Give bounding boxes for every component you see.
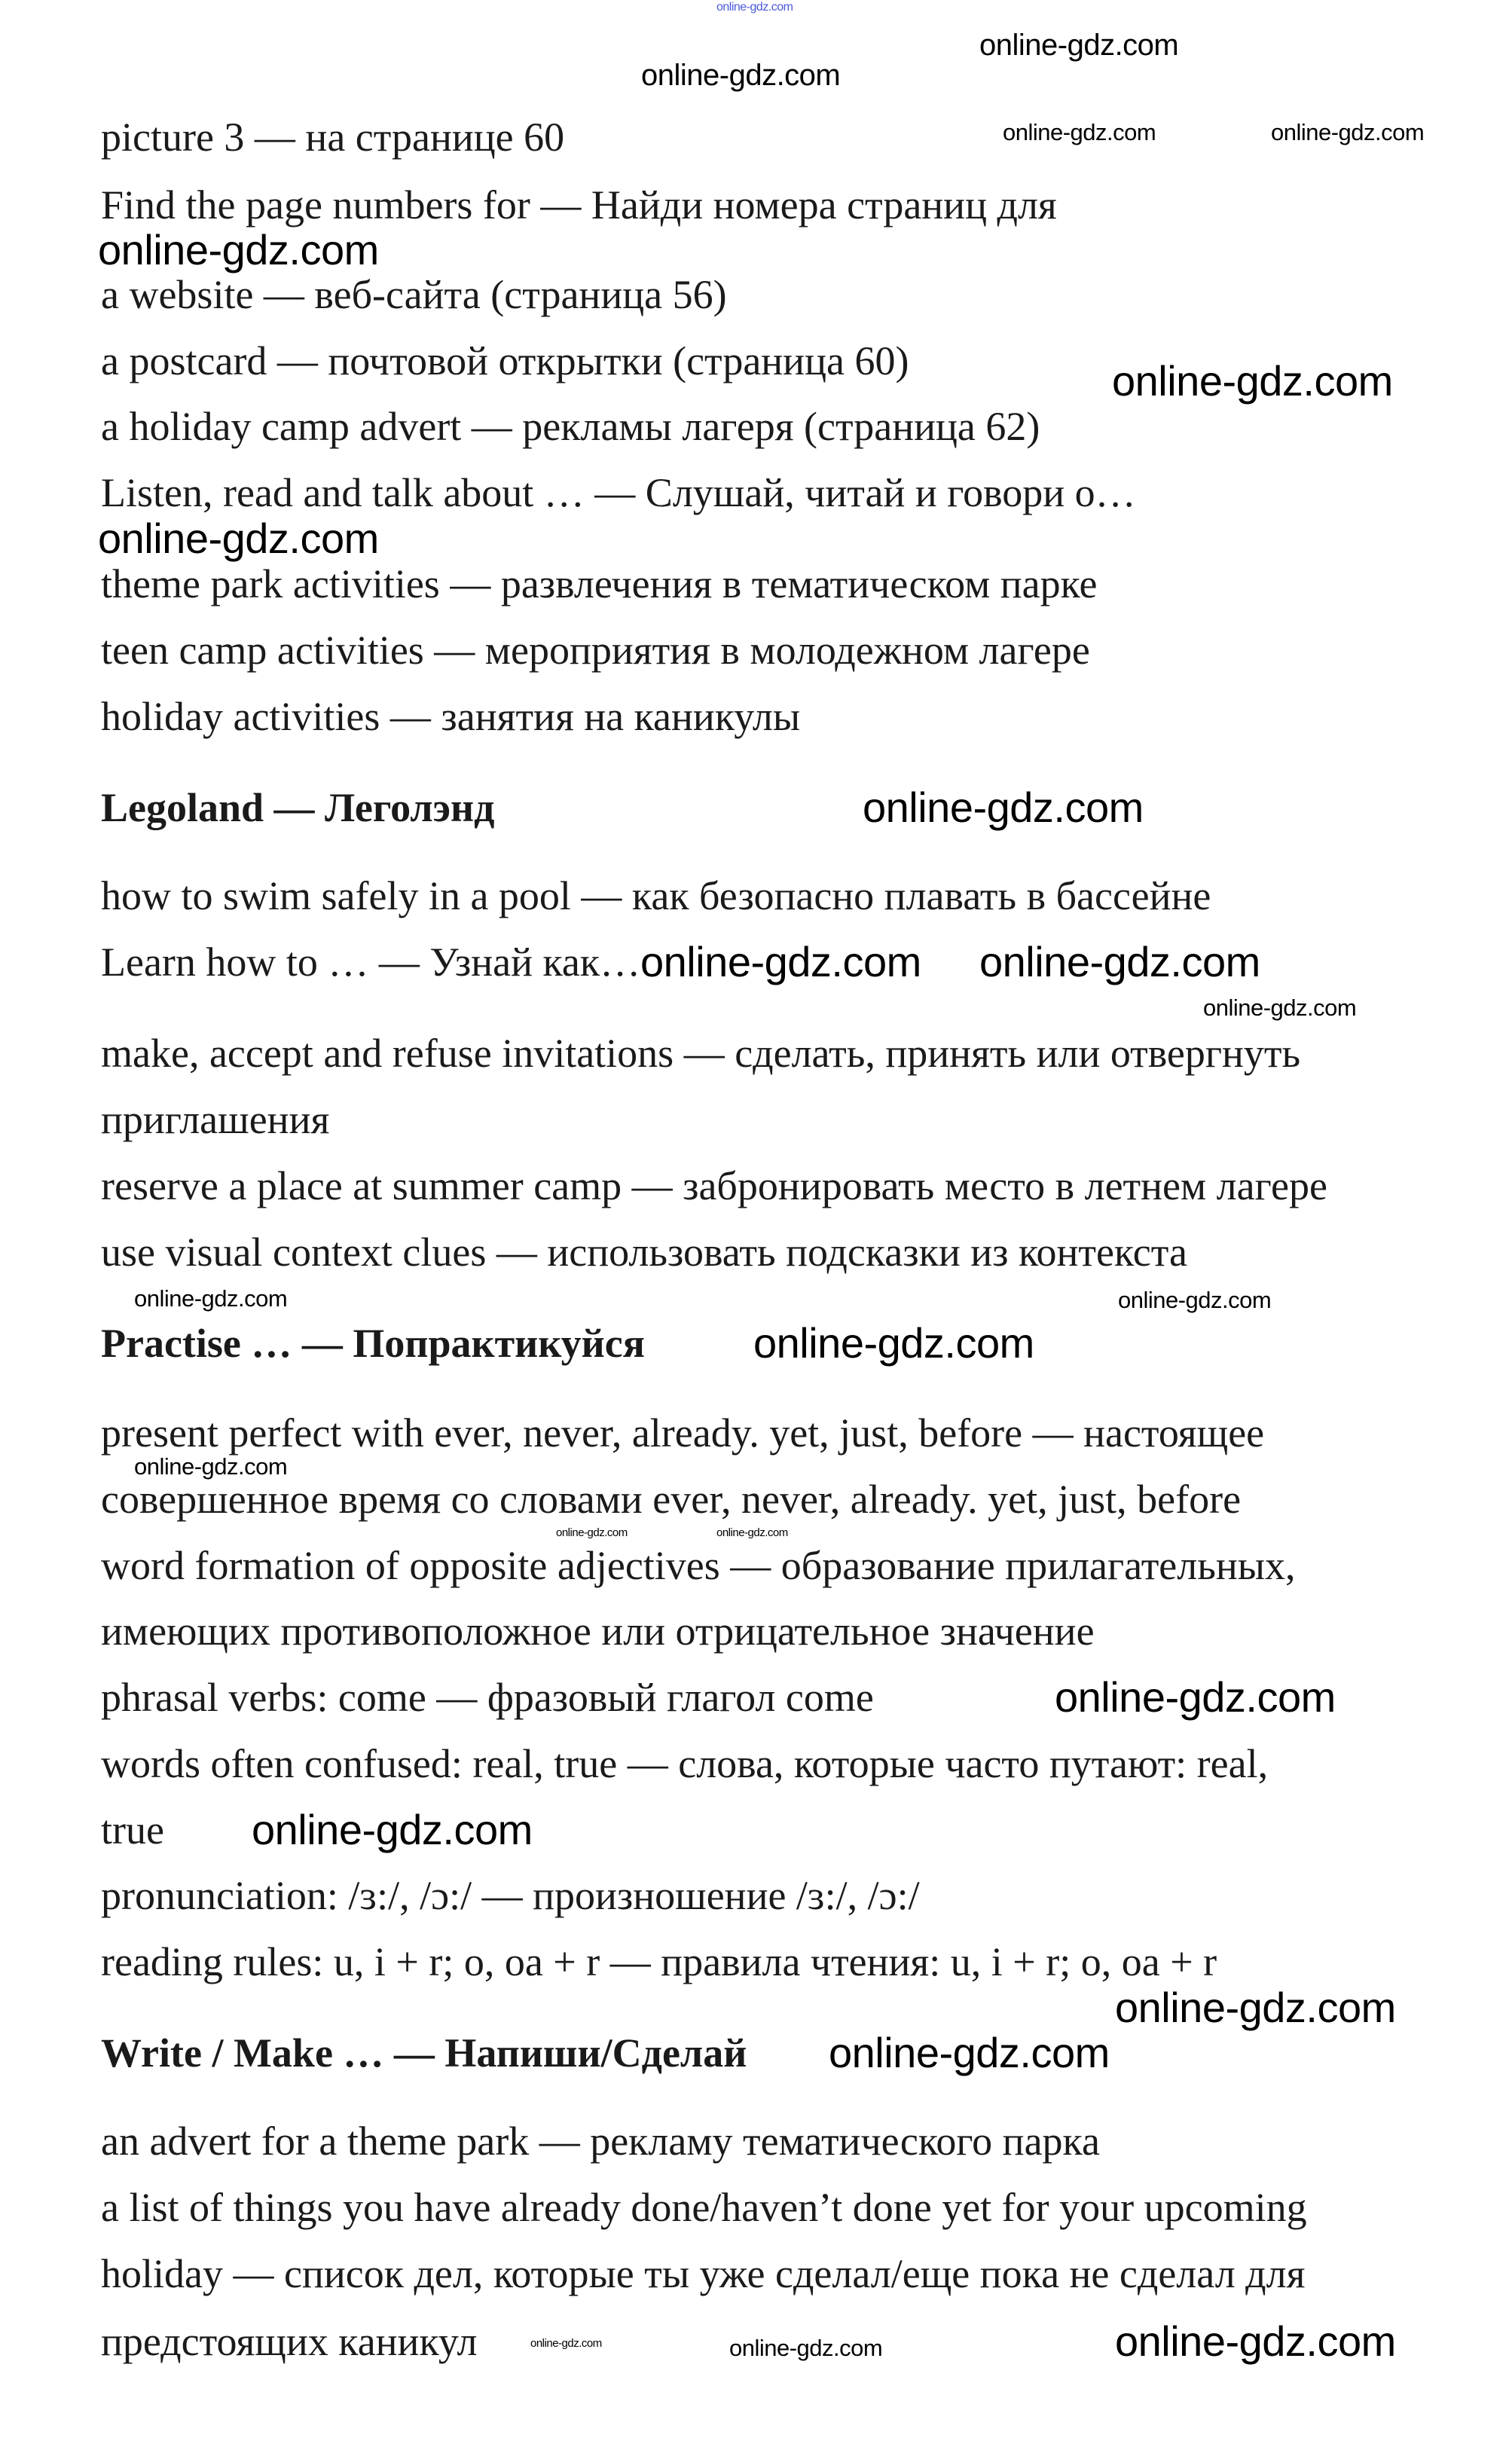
- document-line: предстоящих каникул: [101, 2319, 478, 2364]
- document-line: true: [101, 1807, 164, 1853]
- watermark: online-gdz.com: [1112, 357, 1393, 405]
- document-line: teen camp activities — мероприятия в молодежном лагере: [101, 628, 1090, 673]
- section-heading-practise: Practise … — Попрактикуйся: [101, 1321, 645, 1366]
- watermark: online-gdz.com: [1203, 994, 1357, 1021]
- document-line: Find the page numbers for — Найди номера страниц для: [101, 182, 1057, 228]
- document-line: how to swim safely in a pool — как безопасно плавать в бассейне: [101, 873, 1211, 918]
- watermark: online-gdz.com: [1055, 1673, 1336, 1721]
- watermark: online-gdz.com: [1003, 119, 1156, 145]
- watermark: online-gdz.com: [979, 29, 1179, 62]
- watermark: online-gdz.com: [98, 515, 379, 562]
- document-line: words often confused: real, true — слова, которые часто путают: real,: [101, 1741, 1269, 1786]
- document-line: theme park activities — развлечения в тематическом парке: [101, 561, 1098, 606]
- watermark: online-gdz.com: [1115, 1984, 1396, 2031]
- watermark: online-gdz.com: [530, 2337, 602, 2350]
- section-heading-legoland: Legoland — Леголэнд: [101, 785, 495, 830]
- watermark: online-gdz.com: [1118, 1287, 1272, 1313]
- watermark: online-gdz.com: [1271, 119, 1425, 145]
- watermark: online-gdz.com: [1115, 2317, 1396, 2365]
- watermark: online-gdz.com: [98, 226, 379, 273]
- document-line: a website — веб-сайта (страница 56): [101, 272, 727, 317]
- watermark: online-gdz.com: [979, 938, 1260, 985]
- watermark: online-gdz.com: [863, 784, 1144, 831]
- document-line: Learn how to … — Узнай как…: [101, 939, 641, 985]
- document-line: pronunciation: /ɜ:/, /ɔ:/ — произношение /ɜ:/, /ɔ:/: [101, 1873, 920, 1918]
- watermark: online-gdz.com: [753, 1319, 1034, 1367]
- document-line: picture 3 — на странице 60: [101, 115, 565, 160]
- watermark: online-gdz.com: [134, 1285, 288, 1312]
- watermark: online-gdz.com: [134, 1453, 288, 1480]
- watermark: online-gdz.com: [556, 1526, 628, 1539]
- document-line: a postcard — почтовой открытки (страница 60): [101, 338, 909, 383]
- watermark: online-gdz.com: [641, 59, 841, 92]
- document-line: имеющих противоположное или отрицательное значение: [101, 1608, 1095, 1654]
- document-line: present perfect with ever, never, already. yet, just, before — настоящее: [101, 1410, 1265, 1456]
- document-line: reserve a place at summer camp — забронировать место в летнем лагере: [101, 1163, 1327, 1208]
- document-line: phrasal verbs: come — фразовый глагол come: [101, 1675, 874, 1720]
- document-line: an advert for a theme park — рекламу тематического парка: [101, 2119, 1100, 2164]
- document-line: a holiday camp advert — рекламы лагеря (страница 62): [101, 404, 1040, 449]
- document-line: word formation of opposite adjectives — образование прилагательных,: [101, 1543, 1296, 1588]
- document-line: приглашения: [101, 1097, 330, 1142]
- document-line: holiday activities — занятия на каникулы: [101, 694, 801, 739]
- document-line: совершенное время со словами ever, never, already. yet, just, before: [101, 1477, 1242, 1522]
- document-line: make, accept and refuse invitations — сделать, принять или отвергнуть: [101, 1031, 1301, 1076]
- watermark: online-gdz.com: [829, 2029, 1110, 2076]
- document-line: holiday — список дел, которые ты уже сделал/еще пока не сделал для: [101, 2251, 1306, 2296]
- watermark: online-gdz.com: [716, 1526, 788, 1539]
- document-line: a list of things you have already done/haven’t done yet for your upcoming: [101, 2185, 1307, 2230]
- document-line: use visual context clues — использовать подсказки из контекста: [101, 1230, 1187, 1275]
- site-link-top[interactable]: online-gdz.com: [716, 1, 793, 14]
- watermark: online-gdz.com: [640, 938, 921, 985]
- document-line: Listen, read and talk about … — Слушай, читай и говори о…: [101, 470, 1136, 515]
- section-heading-write-make: Write / Make … — Напиши/Сделай: [101, 2030, 747, 2076]
- watermark: online-gdz.com: [729, 2335, 883, 2361]
- document-line: reading rules: u, i + r; o, oa + r — правила чтения: u, i + r; o, oa + r: [101, 1939, 1217, 1984]
- watermark: online-gdz.com: [252, 1806, 533, 1853]
